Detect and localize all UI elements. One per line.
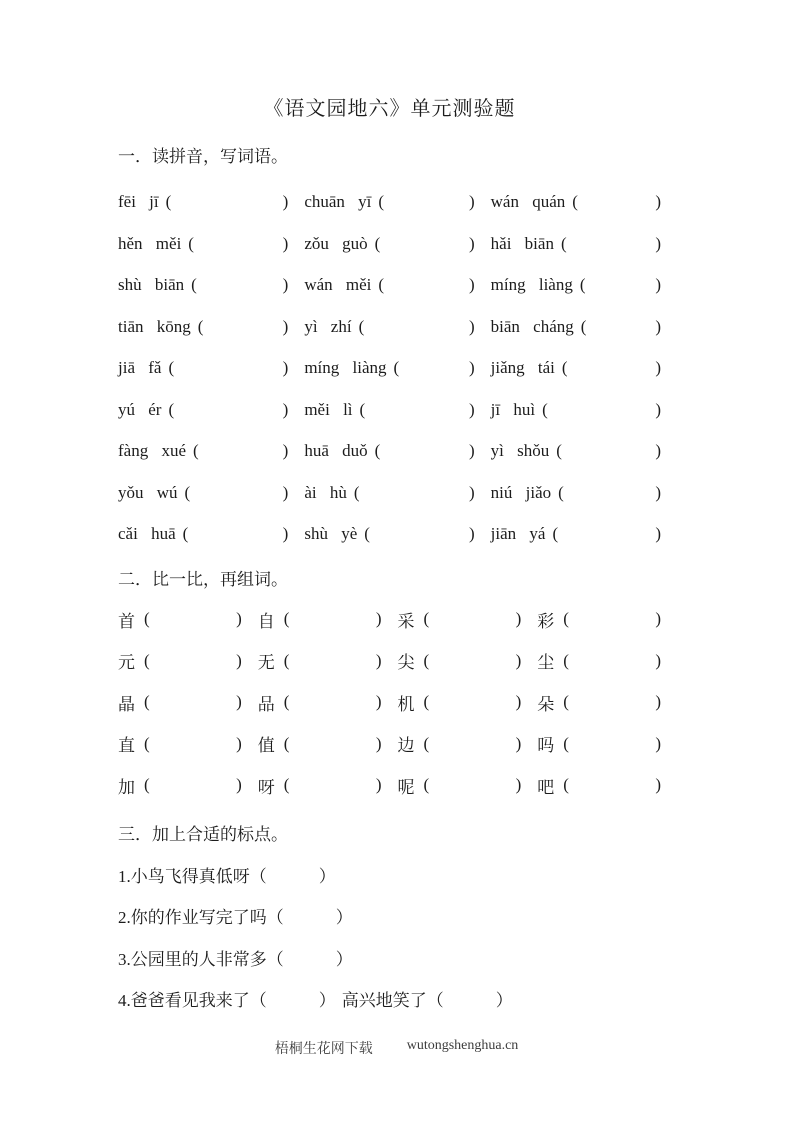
word-row (118, 682, 661, 724)
pinyin-blank-item (118, 400, 304, 420)
close-paren: ) (236, 733, 242, 753)
open-paren-fullwidth: （ (249, 866, 267, 886)
open-paren: ( (374, 441, 381, 461)
character-label: 首 (118, 611, 135, 631)
punctuation-line (118, 895, 661, 937)
pinyin-row (118, 265, 661, 307)
close-paren: ) (468, 358, 475, 378)
open-paren: ( (144, 609, 150, 629)
open-paren-fullwidth: （ (266, 908, 284, 928)
open-paren: ( (378, 192, 385, 212)
close-paren: ) (236, 692, 242, 712)
close-paren-fullwidth: ） (318, 866, 336, 886)
word-blank-item (537, 773, 661, 798)
pinyin-blank-item (491, 483, 661, 503)
open-paren: ( (542, 399, 548, 419)
open-paren: ( (283, 650, 290, 670)
character-label: 吧 (537, 777, 555, 797)
pinyin-label: ài hù (304, 482, 347, 502)
pinyin-blank-item (304, 524, 490, 544)
close-paren: ) (655, 399, 661, 419)
sentence-text: 3.公园里的人非常多 (118, 949, 267, 969)
pinyin-row (118, 348, 661, 390)
punctuation-line (118, 978, 661, 1020)
pinyin-blank-item (118, 358, 304, 378)
character-label: 自 (257, 611, 275, 631)
close-paren: ) (515, 609, 522, 629)
open-paren: ( (423, 775, 430, 795)
close-paren: ) (655, 524, 661, 544)
open-paren-fullwidth: （ (266, 949, 284, 969)
close-paren: ) (655, 275, 661, 295)
pinyin-blank-item (491, 524, 661, 544)
word-blank-item (398, 607, 538, 632)
close-paren: ) (468, 441, 475, 461)
page-footer (0, 1038, 793, 1058)
close-paren: ) (655, 192, 661, 212)
close-paren: ) (655, 316, 661, 336)
open-paren-fullwidth: （ (249, 991, 267, 1011)
pinyin-label: wán quán (490, 192, 566, 212)
pinyin-blank-item (491, 275, 661, 295)
word-blank-item (258, 607, 398, 632)
close-paren: ) (282, 275, 289, 295)
open-paren: ( (572, 192, 578, 212)
close-paren: ) (515, 775, 522, 795)
punctuation-line (118, 854, 661, 896)
pinyin-label: cǎi huā (118, 524, 176, 544)
pinyin-row (118, 389, 661, 431)
close-paren: ) (468, 233, 475, 253)
open-paren: ( (563, 692, 569, 712)
pinyin-label: měi lì (304, 399, 353, 419)
pinyin-label: shù yè (304, 524, 358, 544)
open-paren: ( (144, 692, 150, 712)
section3-punctuation-lines (118, 854, 661, 1020)
footer-site-name: 梧桐生花网下载 (274, 1042, 373, 1057)
pinyin-label: míng liàng (304, 358, 387, 378)
word-blank-item (398, 690, 538, 715)
pinyin-blank-item (118, 524, 304, 544)
open-paren: ( (144, 775, 150, 795)
character-label: 尖 (397, 653, 415, 673)
open-paren: ( (359, 399, 366, 419)
close-paren: ) (375, 650, 382, 670)
close-paren: ) (282, 316, 289, 336)
open-paren: ( (563, 733, 569, 753)
open-paren: ( (283, 775, 290, 795)
pinyin-blank-item (304, 400, 490, 420)
close-paren-fullwidth: ） (318, 991, 336, 1011)
pinyin-blank-item (491, 234, 661, 254)
open-paren: ( (423, 692, 430, 712)
open-paren: ( (560, 233, 567, 253)
character-label: 采 (397, 611, 415, 631)
pinyin-label: míng liàng (490, 275, 573, 295)
open-paren: ( (579, 275, 586, 295)
pinyin-label: fēi jī (118, 192, 159, 212)
pinyin-label: yì shǒu (490, 441, 550, 461)
character-label: 尘 (537, 653, 555, 673)
close-paren: ) (282, 524, 289, 544)
open-paren: ( (283, 733, 290, 753)
character-label: 呀 (257, 777, 275, 797)
open-paren: ( (193, 441, 199, 461)
close-paren: ) (282, 233, 289, 253)
word-row (118, 723, 661, 765)
pinyin-label: jiān yá (490, 524, 546, 544)
open-paren: ( (423, 733, 430, 753)
close-paren: ) (236, 609, 242, 629)
close-paren-fullwidth: ） (335, 908, 353, 928)
close-paren: ) (655, 775, 661, 795)
pinyin-blank-item (491, 441, 661, 461)
open-paren: ( (364, 524, 370, 544)
open-paren: ( (283, 609, 290, 629)
character-label: 朵 (537, 694, 555, 714)
character-label: 晶 (118, 694, 135, 714)
pinyin-blank-item (304, 192, 490, 212)
pinyin-blank-item (304, 275, 490, 295)
character-label: 吗 (537, 736, 555, 756)
pinyin-label: niú jiǎo (490, 482, 552, 502)
pinyin-label: tiān kōng (118, 316, 191, 336)
open-paren: ( (358, 316, 365, 336)
pinyin-label: wán měi (304, 275, 372, 295)
pinyin-label: huā duǒ (304, 441, 368, 461)
pinyin-label: yú ér (118, 399, 162, 419)
open-paren: ( (184, 482, 191, 502)
section1-pinyin-rows (118, 182, 661, 556)
character-label: 呢 (397, 777, 415, 797)
close-paren: ) (282, 441, 289, 461)
close-paren: ) (655, 609, 661, 629)
pinyin-blank-item (304, 234, 490, 254)
character-label: 彩 (537, 611, 555, 631)
word-row (118, 599, 661, 641)
pinyin-blank-item (491, 358, 661, 378)
close-paren: ) (655, 358, 661, 378)
open-paren: ( (563, 650, 569, 670)
open-paren: ( (353, 482, 360, 502)
open-paren: ( (552, 524, 559, 544)
word-blank-item (118, 773, 258, 798)
pinyin-row (118, 223, 661, 265)
sentence-text: 高兴地笑了 (341, 991, 427, 1011)
word-row (118, 640, 661, 682)
pinyin-label: yì zhí (304, 316, 352, 336)
pinyin-label: biān cháng (490, 316, 574, 336)
close-paren: ) (375, 609, 382, 629)
open-paren: ( (556, 441, 562, 461)
open-paren: ( (188, 233, 194, 253)
word-blank-item (398, 731, 538, 756)
open-paren: ( (378, 275, 385, 295)
character-label: 加 (118, 777, 135, 797)
sentence-text: 1.小鸟飞得真低呀 (118, 866, 250, 886)
pinyin-blank-item (118, 317, 304, 337)
open-paren: ( (144, 650, 150, 670)
open-paren: ( (168, 399, 175, 419)
close-paren: ) (655, 692, 661, 712)
character-label: 元 (118, 653, 135, 673)
pinyin-row (118, 472, 661, 514)
open-paren-fullwidth: （ (426, 991, 444, 1011)
close-paren: ) (282, 482, 289, 502)
open-paren: ( (182, 524, 189, 544)
close-paren: ) (468, 192, 475, 212)
pinyin-row (118, 182, 661, 224)
pinyin-blank-item (304, 483, 490, 503)
pinyin-label: fàng xué (118, 441, 187, 461)
pinyin-blank-item (118, 483, 304, 503)
close-paren: ) (655, 233, 661, 253)
pinyin-blank-item (118, 441, 304, 461)
character-label: 无 (257, 653, 275, 673)
pinyin-row (118, 514, 661, 556)
open-paren: ( (580, 316, 587, 336)
pinyin-row (118, 431, 661, 473)
close-paren: ) (282, 192, 289, 212)
word-blank-item (258, 773, 398, 798)
word-blank-item (258, 690, 398, 715)
close-paren: ) (515, 733, 522, 753)
close-paren: ) (282, 399, 289, 419)
word-blank-item (118, 690, 258, 715)
pinyin-blank-item (118, 234, 304, 254)
section2-header: 二．比一比，再组词。 (118, 570, 288, 590)
sentence-text: 2.你的作业写完了吗 (118, 908, 267, 928)
word-blank-item (537, 731, 661, 756)
close-paren: ) (655, 441, 661, 461)
pinyin-blank-item (491, 400, 661, 420)
word-blank-item (118, 731, 258, 756)
pinyin-label: jiǎng tái (490, 358, 555, 378)
pinyin-label: chuān yī (304, 192, 372, 212)
word-row (118, 765, 661, 807)
open-paren: ( (197, 316, 204, 336)
word-blank-item (258, 648, 398, 673)
sentence-text: 4.爸爸看见我来了 (118, 991, 250, 1011)
word-blank-item (537, 607, 661, 632)
word-blank-item (398, 648, 538, 673)
open-paren: ( (423, 609, 430, 629)
word-blank-item (118, 607, 258, 632)
section1-header: 一．读拼音，写词语。 (118, 147, 288, 167)
close-paren: ) (468, 399, 475, 419)
open-paren: ( (191, 275, 197, 295)
word-blank-item (118, 648, 258, 673)
character-label: 边 (397, 736, 415, 756)
word-blank-item (537, 648, 661, 673)
close-paren: ) (655, 482, 661, 502)
character-label: 品 (257, 694, 275, 714)
pinyin-label: yǒu wú (118, 482, 178, 502)
punctuation-line (118, 937, 661, 979)
open-paren: ( (561, 358, 568, 378)
pinyin-blank-item (491, 192, 661, 212)
close-paren: ) (515, 650, 522, 670)
close-paren: ) (375, 775, 382, 795)
section2-word-rows (118, 599, 661, 807)
close-paren: ) (655, 650, 661, 670)
character-label: 值 (257, 736, 275, 756)
close-paren: ) (468, 482, 475, 502)
close-paren: ) (282, 358, 289, 378)
open-paren: ( (558, 482, 564, 502)
pinyin-blank-item (118, 275, 304, 295)
open-paren: ( (165, 192, 172, 212)
pinyin-label: jī huì (490, 399, 536, 419)
pinyin-blank-item (304, 441, 490, 461)
pinyin-blank-item (304, 317, 490, 337)
pinyin-label: jiā fǎ (118, 358, 162, 378)
character-label: 机 (397, 694, 415, 714)
pinyin-blank-item (304, 358, 490, 378)
word-blank-item (398, 773, 538, 798)
close-paren: ) (468, 275, 475, 295)
close-paren: ) (655, 733, 661, 753)
open-paren: ( (374, 233, 381, 253)
close-paren: ) (515, 692, 522, 712)
footer-site-url: wutongshenghua.cn (406, 1038, 519, 1053)
page-title: 《语文园地六》单元测验题 (263, 98, 516, 120)
open-paren: ( (144, 733, 150, 753)
pinyin-row (118, 306, 661, 348)
close-paren: ) (236, 775, 242, 795)
pinyin-label: hěn měi (118, 233, 182, 253)
section3-header: 三．加上合适的标点。 (118, 825, 288, 845)
open-paren: ( (563, 609, 569, 629)
close-paren: ) (468, 316, 475, 336)
close-paren-fullwidth: ） (495, 991, 513, 1011)
close-paren: ) (468, 524, 475, 544)
open-paren: ( (563, 775, 569, 795)
open-paren: ( (283, 692, 290, 712)
pinyin-label: zǒu guò (304, 233, 368, 253)
open-paren: ( (168, 358, 175, 378)
close-paren: ) (236, 650, 242, 670)
character-label: 直 (118, 736, 135, 756)
word-blank-item (537, 690, 661, 715)
word-blank-item (258, 731, 398, 756)
pinyin-blank-item (491, 317, 661, 337)
pinyin-blank-item (118, 192, 304, 212)
open-paren: ( (393, 358, 400, 378)
pinyin-label: hǎi biān (490, 233, 554, 253)
close-paren: ) (375, 692, 382, 712)
pinyin-label: shù biān (118, 275, 185, 295)
close-paren-fullwidth: ） (335, 949, 353, 969)
open-paren: ( (423, 650, 430, 670)
close-paren: ) (375, 733, 382, 753)
